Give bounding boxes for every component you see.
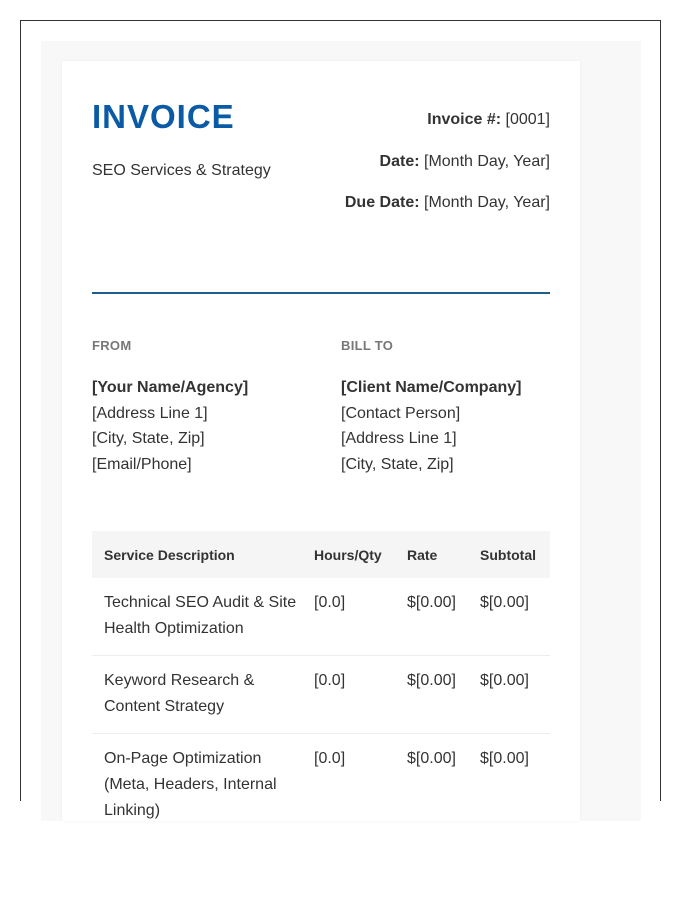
table-row bbox=[92, 734, 550, 838]
from-name: [Your Name/Agency] bbox=[92, 379, 249, 396]
invoice-title: INVOICE bbox=[92, 98, 235, 135]
services-table bbox=[92, 531, 550, 837]
invoice-sheet bbox=[62, 61, 580, 821]
row-description: Technical SEO Audit & Site Health Optimization bbox=[92, 578, 302, 656]
from-contact-line: [Email/Phone] bbox=[92, 455, 192, 473]
header-hours-qty: Hours/Qty bbox=[302, 531, 395, 578]
table-header-row bbox=[92, 531, 550, 578]
table-row bbox=[92, 656, 550, 734]
row-subtotal: $[0.00] bbox=[480, 750, 529, 767]
header-divider bbox=[92, 292, 550, 294]
document-frame bbox=[20, 20, 661, 819]
header-subtotal: Subtotal bbox=[468, 531, 550, 578]
invoice-date-label: Date: bbox=[379, 152, 420, 170]
invoice-number-row bbox=[345, 109, 550, 151]
row-subtotal: $[0.00] bbox=[468, 578, 550, 656]
row-qty: [0.0] bbox=[314, 750, 346, 767]
row-rate: $[0.00] bbox=[395, 656, 468, 734]
invoice-number-label: Invoice #: bbox=[427, 111, 502, 128]
invoice-number-value: [0001] bbox=[501, 111, 550, 128]
invoice-date-value: [Month Day, Year] bbox=[419, 152, 550, 170]
bill-to-contact-line: [Contact Person] bbox=[341, 404, 461, 422]
invoice-subtitle: SEO Services & Strategy bbox=[92, 162, 271, 179]
from-city-line: [City, State, Zip] bbox=[92, 430, 205, 447]
bill-to-heading: BILL TO bbox=[341, 338, 394, 353]
invoice-meta bbox=[345, 109, 550, 234]
row-subtotal: $[0.00] bbox=[468, 656, 550, 734]
row-qty: [0.0] bbox=[302, 656, 395, 734]
bill-to-name: [Client Name/Company] bbox=[341, 379, 522, 396]
due-date-value: [Month Day, Year] bbox=[419, 194, 550, 211]
row-rate: $[0.00] bbox=[407, 750, 456, 767]
from-heading: FROM bbox=[92, 338, 132, 353]
row-rate: $[0.00] bbox=[395, 578, 468, 656]
row-description: Keyword Research & Content Strategy bbox=[92, 656, 302, 734]
header-description: Service Description bbox=[92, 531, 302, 578]
header-rate: Rate bbox=[395, 531, 468, 578]
bill-to-city-line: [City, State, Zip] bbox=[341, 455, 454, 473]
from-address-line: [Address Line 1] bbox=[92, 404, 208, 422]
bill-to-block bbox=[341, 337, 571, 477]
row-qty: [0.0] bbox=[302, 578, 395, 656]
row-description: On-Page Optimization (Meta, Headers, Internal Linking) bbox=[104, 750, 277, 819]
bill-to-address-line: [Address Line 1] bbox=[341, 430, 457, 447]
from-block bbox=[92, 337, 322, 477]
table-row bbox=[92, 578, 550, 656]
due-date-row bbox=[345, 192, 550, 234]
due-date-label: Due Date: bbox=[344, 194, 420, 211]
invoice-date-row bbox=[345, 151, 550, 193]
